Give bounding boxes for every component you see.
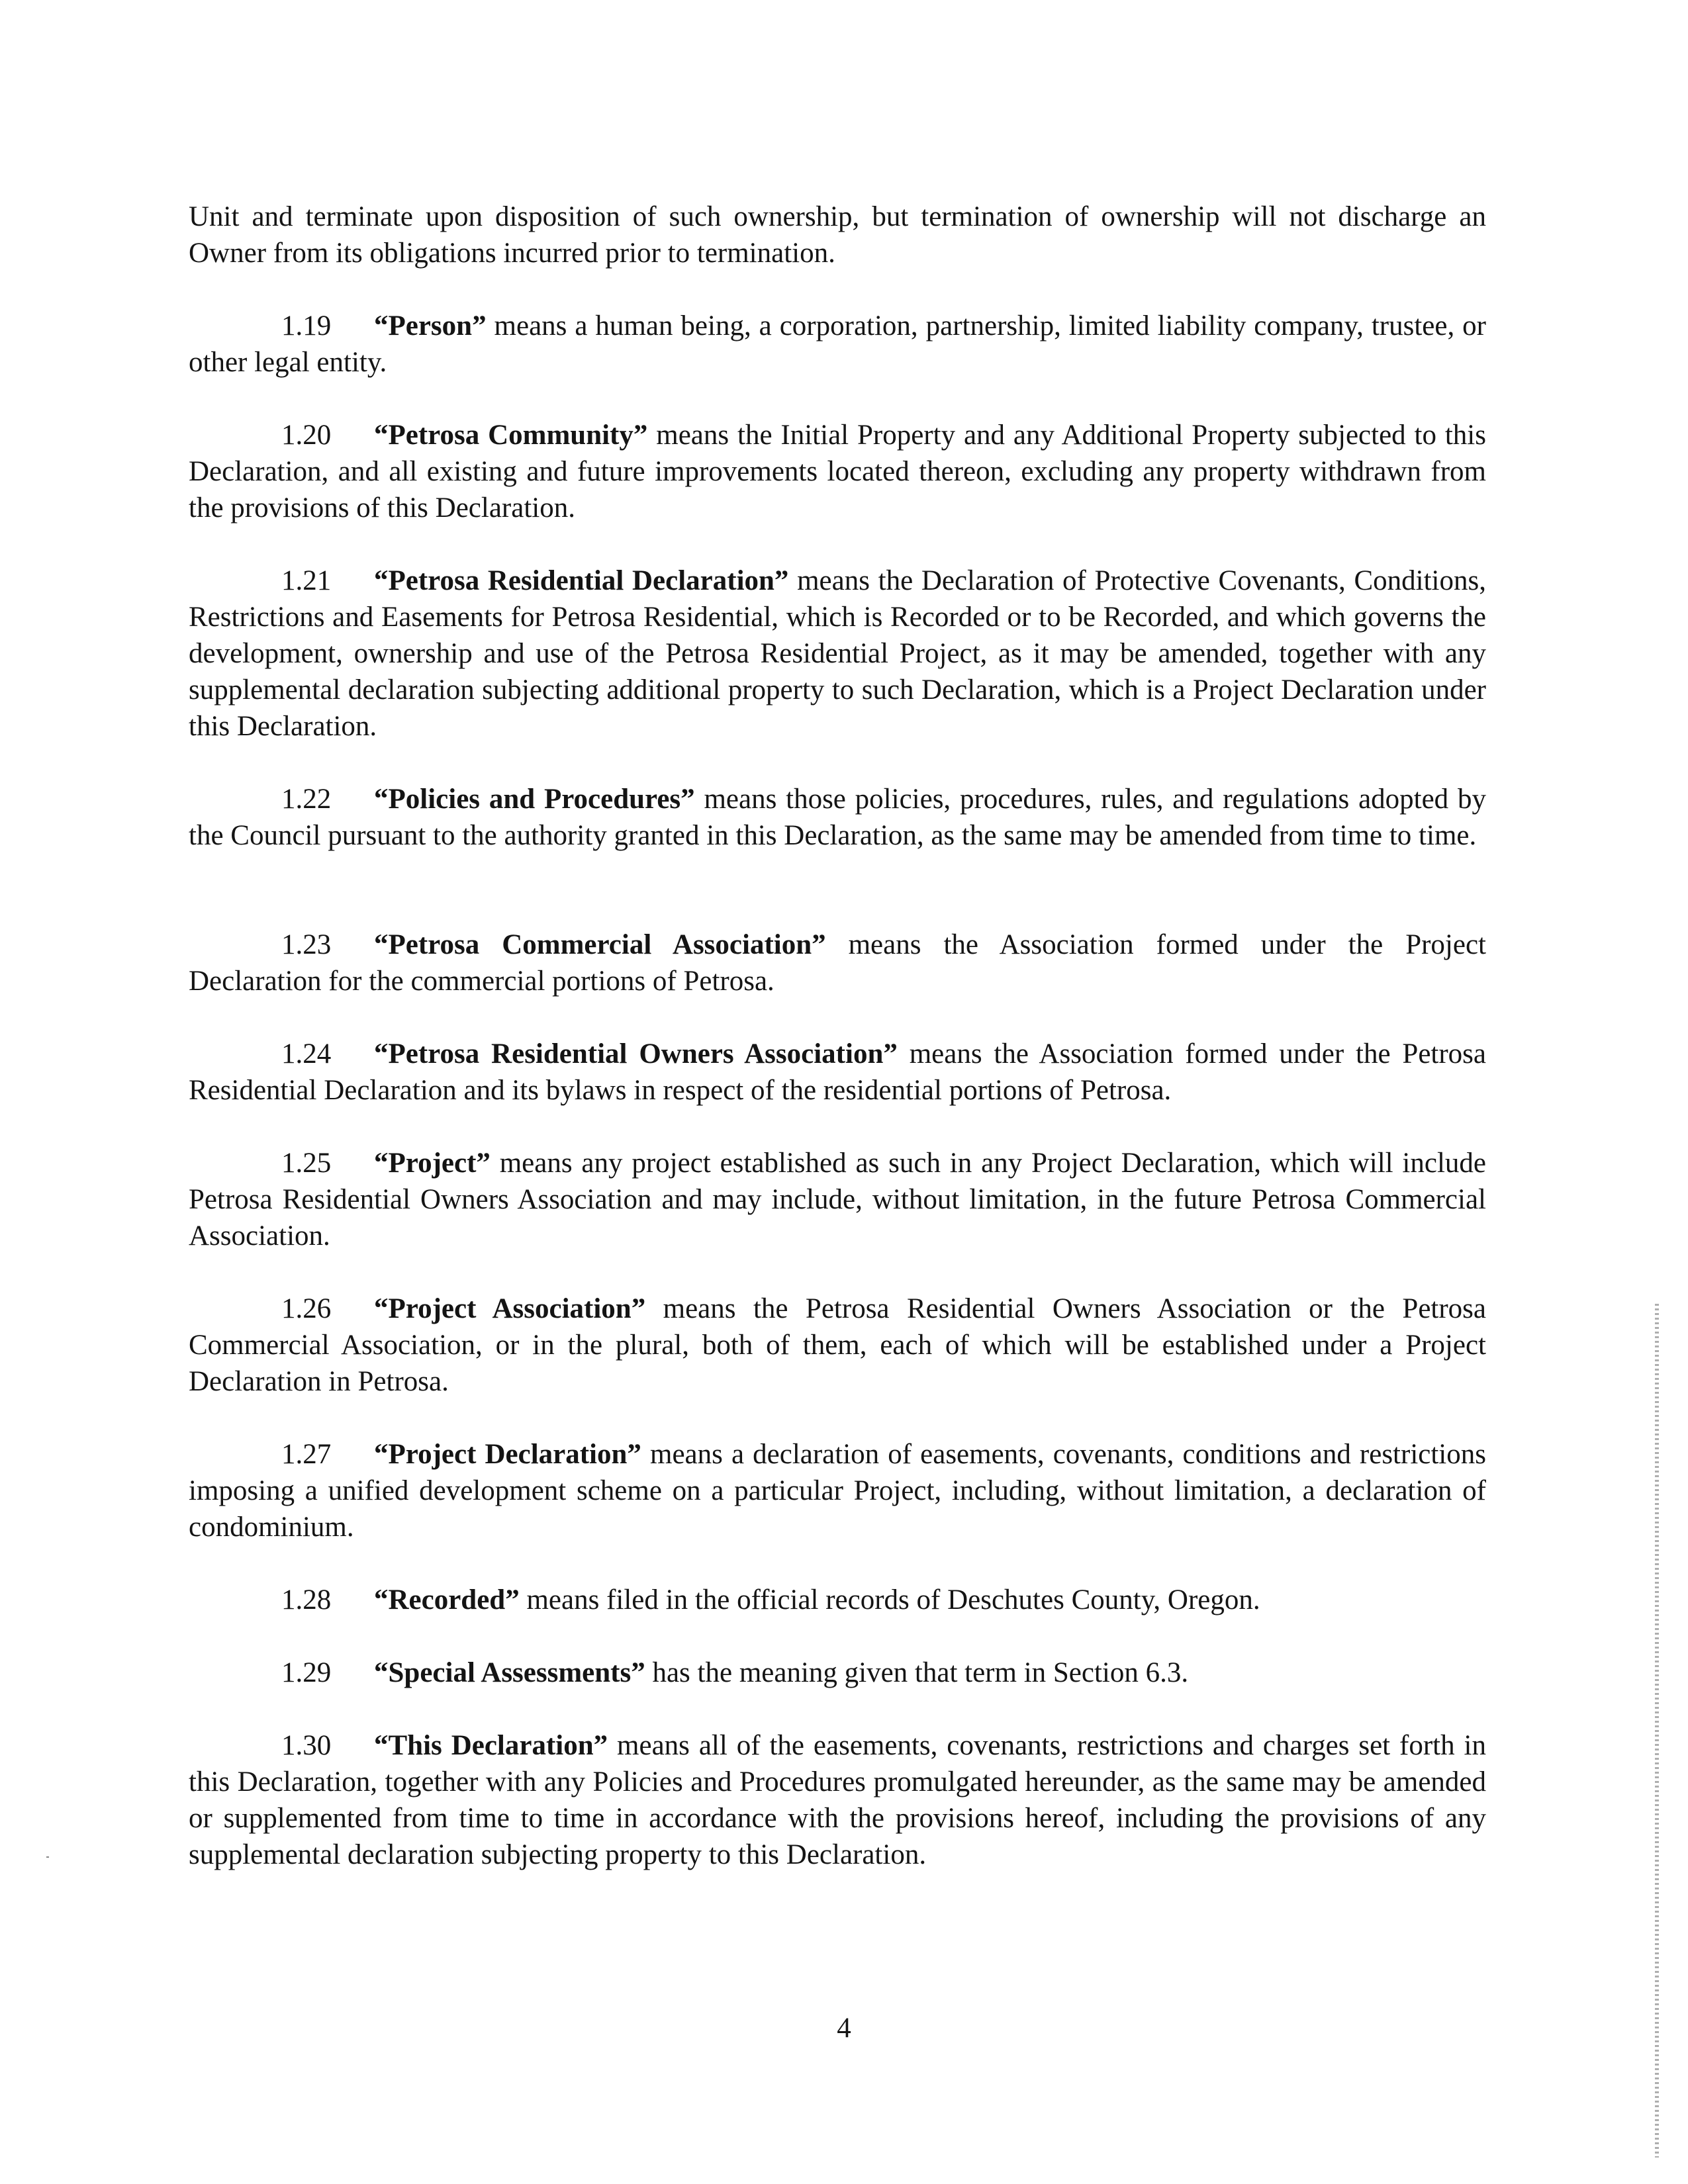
definition-text: means the Association formed under the Petrosa Residential Declaration and its bylaws in respect of the residential portions of Petrosa. <box>189 1038 1486 1106</box>
definition-text: means the Association formed under the Project Declaration for the commercial portions of Petrosa. <box>189 929 1487 997</box>
section-number: 1.19 <box>281 310 332 341</box>
defined-term: “Petrosa Commercial Association” <box>374 929 826 960</box>
section-number: 1.22 <box>281 784 332 815</box>
definition-text: means those policies, procedures, rules, and regulations adopted by the Council pursuant to the authority granted in this Declaration, as the same may be amended from time to time. <box>189 784 1486 851</box>
scan-speck <box>46 1856 49 1858</box>
section-number: 1.28 <box>281 1584 332 1615</box>
section-1-29 <box>189 1655 1486 1691</box>
section-1-21 <box>189 563 1486 745</box>
defined-term: “This Declaration” <box>374 1730 608 1761</box>
defined-term: “Person” <box>374 310 487 341</box>
scan-edge-artifact <box>1655 1304 1659 2158</box>
section-1-24 <box>189 1036 1486 1109</box>
section-number: 1.23 <box>281 929 332 960</box>
defined-term: “Recorded” <box>374 1584 520 1615</box>
section-number: 1.30 <box>281 1730 332 1761</box>
section-1-26 <box>189 1291 1486 1400</box>
defined-term: “Special Assessments” <box>374 1657 645 1688</box>
section-number: 1.20 <box>281 420 332 451</box>
defined-term: “Project” <box>374 1148 491 1179</box>
definition-text: means a human being, a corporation, partnership, limited liability company, trustee, or other legal entity. <box>189 310 1486 378</box>
definition-text: means any project established as such in any Project Declaration, which will include Petrosa Residential Owners Association and may include, without limitation, in the future Petrosa Commercial Association. <box>189 1148 1486 1251</box>
definition-text: means the Declaration of Protective Covenants, Conditions, Restrictions and Easements for Petrosa Residential, which is Recorded or to be Recorded, and which governs the development, ownership and use of the Petrosa Residential Project, as it may be amended, together with any supplemental declaration subjecting additional property to such Declaration, which is a Project Declaration under this Declaration. <box>189 565 1486 742</box>
section-1-23 <box>189 927 1486 999</box>
definition-text: means the Petrosa Residential Owners Association or the Petrosa Commercial Association, or in the plural, both of them, each of which will be established under a Project Declaration in Petrosa. <box>189 1293 1486 1397</box>
section-1-30 <box>189 1727 1486 1873</box>
definition-text: means a declaration of easements, covenants, conditions and restrictions imposing a unified development scheme on a particular Project, including, without limitation, a declaration of condominium. <box>189 1439 1486 1543</box>
definition-text: means the Initial Property and any Additional Property subjected to this Declaration, and all existing and future improvements located thereon, excluding any property withdrawn from the provisions of this Declaration. <box>189 420 1486 523</box>
section-number: 1.21 <box>281 565 332 596</box>
section-number: 1.29 <box>281 1657 332 1688</box>
section-1-20 <box>189 417 1486 526</box>
defined-term: “Petrosa Community” <box>374 420 648 451</box>
section-number: 1.27 <box>281 1439 332 1470</box>
section-number: 1.25 <box>281 1148 332 1179</box>
defined-term: “Petrosa Residential Owners Association” <box>374 1038 898 1069</box>
section-1-25 <box>189 1145 1486 1254</box>
section-1-22 <box>189 781 1486 854</box>
section-1-28 <box>189 1582 1486 1618</box>
defined-term: “Project Declaration” <box>374 1439 641 1470</box>
defined-term: “Petrosa Residential Declaration” <box>374 565 789 596</box>
definition-text: means filed in the official records of Deschutes County, Oregon. <box>519 1584 1260 1615</box>
definition-text: means all of the easements, covenants, restrictions and charges set forth in this Declaration, together with any Policies and Procedures promulgated hereunder, as the same may be amended or supplemented from time to time in accordance with the provisions hereof, including the provisions of any supplemental declaration subjecting property to this Declaration. <box>189 1730 1486 1870</box>
defined-term: “Policies and Procedures” <box>374 784 695 815</box>
section-1-19 <box>189 308 1486 381</box>
defined-term: “Project Association” <box>374 1293 646 1324</box>
section-number: 1.24 <box>281 1038 332 1069</box>
section-1-27 <box>189 1436 1486 1545</box>
page-number: 4 <box>837 2013 851 2044</box>
definition-text: has the meaning given that term in Section 6.3. <box>645 1657 1189 1688</box>
intro-paragraph: Unit and terminate upon disposition of such ownership, but termination of ownership will not discharge an Owner from its obligations incurred prior to termination. <box>189 201 1486 269</box>
section-number: 1.26 <box>281 1293 332 1324</box>
